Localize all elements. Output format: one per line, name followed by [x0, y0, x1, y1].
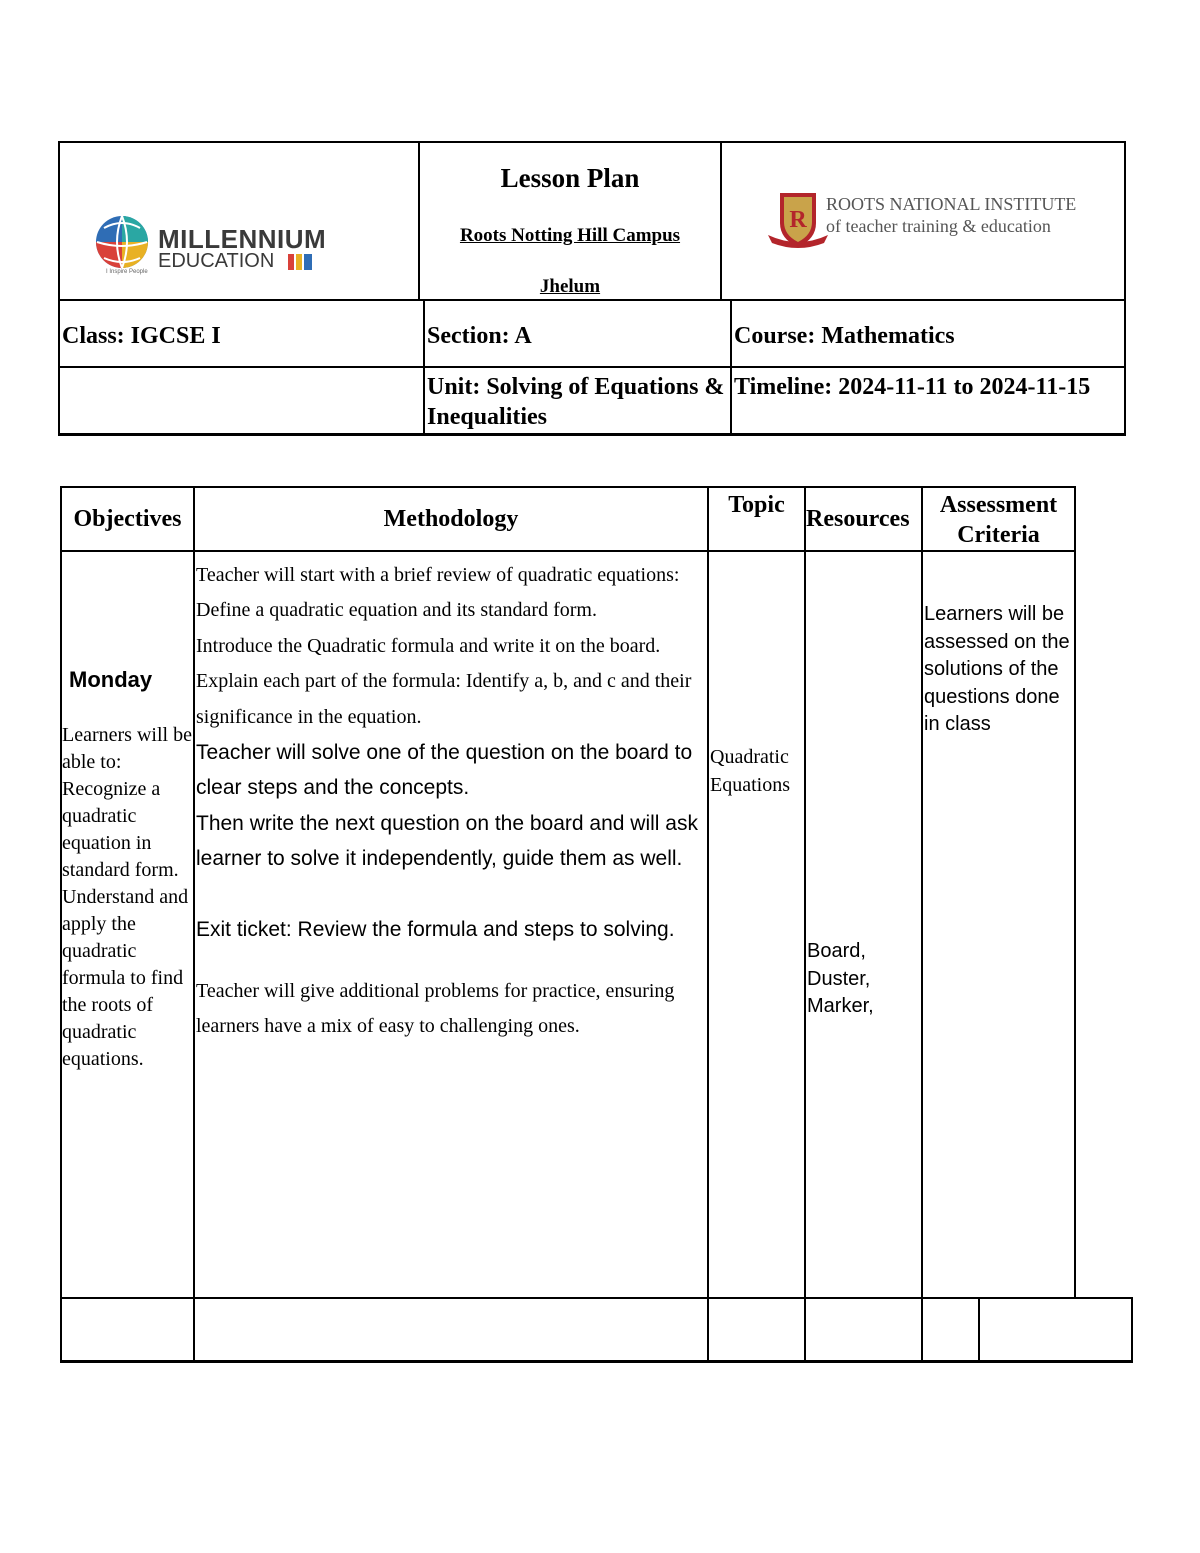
page-title: Lesson Plan — [500, 163, 640, 193]
millennium-tagline: I Inspire People — [106, 269, 148, 275]
methodology-cell — [196, 558, 705, 1045]
roots-name: ROOTS NATIONAL INSTITUTE — [826, 194, 1077, 214]
col-header-resources: Resources — [806, 506, 910, 532]
crest-icon — [766, 189, 830, 251]
millennium-sub: EDUCATION — [158, 250, 275, 272]
course-label: Course: Mathematics — [734, 323, 955, 349]
globe-icon — [94, 214, 150, 276]
day-label: Monday — [69, 667, 153, 692]
millennium-logo — [92, 212, 332, 282]
campus-name: Roots Notting Hill Campus — [459, 225, 681, 246]
section-label: Section: A — [427, 323, 532, 349]
col-header-objectives: Objectives — [73, 506, 182, 532]
roots-subtitle: of teacher training & education — [826, 216, 1051, 236]
methodology-para: Exit ticket: Review the formula and steps to solving. — [196, 917, 675, 941]
col-header-topic: Topic — [728, 492, 785, 518]
methodology-para: Introduce the Quadratic formula and write it on the board. Explain each part of the formula: Identify a, b, and c and their significance in the equation. — [196, 634, 692, 728]
millennium-name: MILLENNIUM — [158, 224, 327, 254]
crest-letter: R — [789, 207, 807, 233]
roots-logo — [766, 189, 1086, 253]
col-header-assessment: Assessment Criteria — [939, 492, 1058, 548]
topic-text: Quadratic Equations — [710, 746, 790, 796]
col-header-methodology: Methodology — [383, 506, 519, 532]
city-name: Jhelum — [539, 276, 601, 297]
assessment-text: Learners will be assessed on the solutions of the questions done in class — [924, 603, 1070, 735]
methodology-para: Teacher will solve one of the question on the board to clear steps and the concepts. — [196, 741, 693, 800]
resources-text: Board, Duster, Marker, — [807, 940, 874, 1017]
class-label: Class: IGCSE I — [62, 323, 221, 349]
unit-label: Unit: Solving of Equations & Inequalities — [427, 374, 725, 430]
methodology-para: Teacher will give additional problems for practice, ensuring learners have a mix of easy to challenging ones. — [196, 980, 675, 1038]
methodology-para: Teacher will start with a brief review of quadratic equations: Define a quadratic equation and its standard form. — [196, 564, 680, 622]
flag-stripes — [288, 254, 312, 270]
timeline-label: Timeline: 2024-11-11 to 2024-11-15 — [734, 374, 1091, 400]
objectives-text: Learners will be able to: Recognize a quadratic equation in standard form. Understand and apply the quadratic formula to find the roots of quadratic equations. — [62, 724, 192, 1070]
methodology-para: Then write the next question on the board and will ask learner to solve it independently, guide them as well. — [196, 811, 698, 871]
